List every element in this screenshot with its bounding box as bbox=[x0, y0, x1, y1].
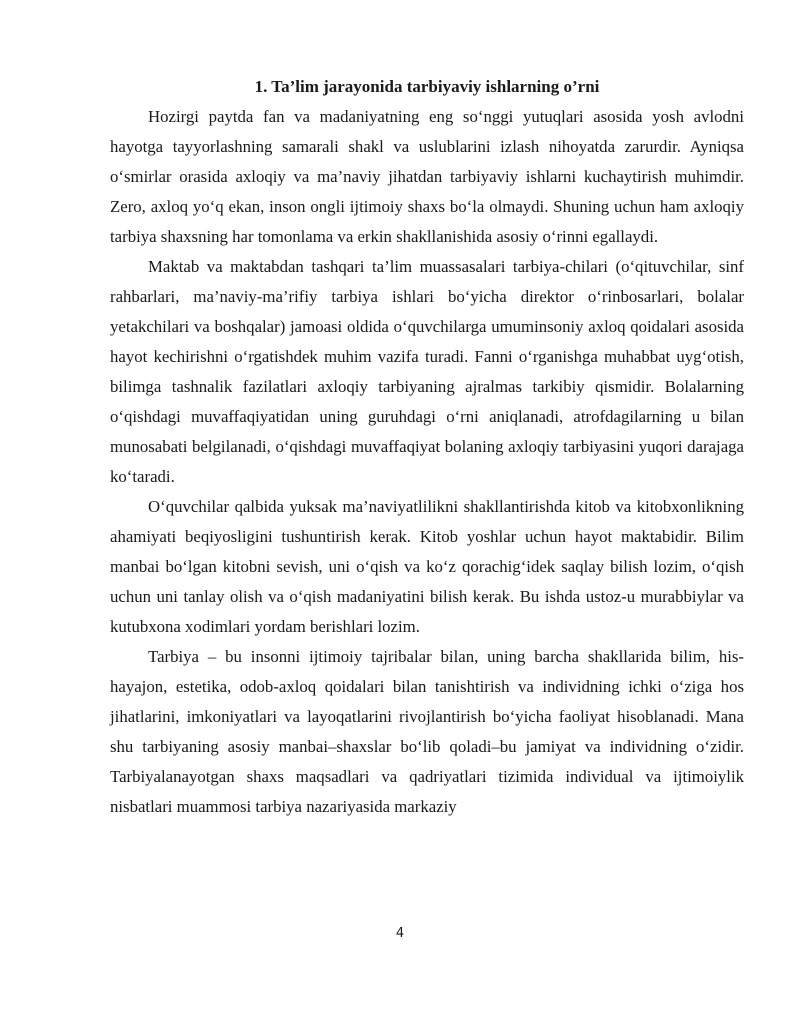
paragraph-3: O‘quvchilar qalbida yuksak ma’naviyatlilikni shakllantirishda kitob va kitobxonlikning ahamiyati beqiyosligini tushuntirish kerak. Kitob yoshlar uchun hayot maktabidir. Bilim manbai bo‘lgan kitobni sevish, uni o‘qish va ko‘z qorachig‘idek saqlay bilish lozim, o‘qish uchun uni tanlay olish va o‘qish madaniyatini bilish kerak. Bu ishda ustoz-u murabbiylar va kutubxona xodimlari yordam berishlari lozim. bbox=[110, 497, 744, 636]
section-title: 1. Ta’lim jarayonida tarbiyaviy ishlarning o’rni bbox=[254, 77, 600, 96]
paragraph-1: Hozirgi paytda fan va madaniyatning eng so‘nggi yutuqlari asosida yosh avlodni hayotga tayyorlashning samarali shakl va uslublarini izlash nihoyatda zarurdir. Ayniqsa o‘smirlar orasida axloqiy va ma’naviy jihatdan tarbiyaviy ishlarni kuchaytirish muhimdir. Zero, axloq yo‘q ekan, inson ongli ijtimoiy shaxs bo‘la olmaydi. Shuning uchun ham axloqiy tarbiya shaxsning har tomonlama va erkin shakllanishida asosiy o‘rinni egallaydi. bbox=[110, 107, 744, 246]
page-number: 4 bbox=[395, 926, 405, 941]
document-body bbox=[110, 102, 744, 822]
paragraph-2: Maktab va maktabdan tashqari ta’lim muassasalari tarbiya-chilari (o‘qituvchilar, sinf rahbarlari, ma’naviy-ma’rifiy tarbiya ishlari bo‘yicha direktor o‘rinbosarlari, bolalar yetakchilari va boshqalar) jamoasi oldida o‘quvchilarga umuminsoniy axloq qoidalari asosida hayot kechirishni o‘rgatishdek muhim vazifa turadi. Fanni o‘rganishga muhabbat uyg‘otish, bilimga tashnalik fazilatlari axloqiy tarbiyaning ajralmas tarkibiy qismidir. Bolalarning o‘qishdagi muvaffaqiyatidan uning guruhdagi o‘rni aniqlanadi, atrofdagilarning u bilan munosabati belgilanadi, o‘qishdagi muvaffaqiyat bolaning axloqiy tarbiyasini yuqori darajaga ko‘taradi. bbox=[110, 257, 744, 486]
paragraph-4: Tarbiya – bu insonni ijtimoiy tajribalar bilan, uning barcha shakllarida bilim, his-hayajon, estetika, odob-axloq qoidalari bilan tanishtirish va individning ichki o‘ziga hos jihatlarini, imkoniyatlari va layoqatlarini rivojlantirish bo‘yicha faoliyat hisoblanadi. Mana shu tarbiyaning asosiy manbai–shaxslar bo‘lib qoladi–bu jamiyat va individning o‘zidir. Tarbiyalanayotgan shaxs maqsadlari va qadriyatlari tizimida individual va ijtimoiylik nisbatlari muammosi tarbiya nazariyasida markaziy bbox=[110, 647, 744, 816]
